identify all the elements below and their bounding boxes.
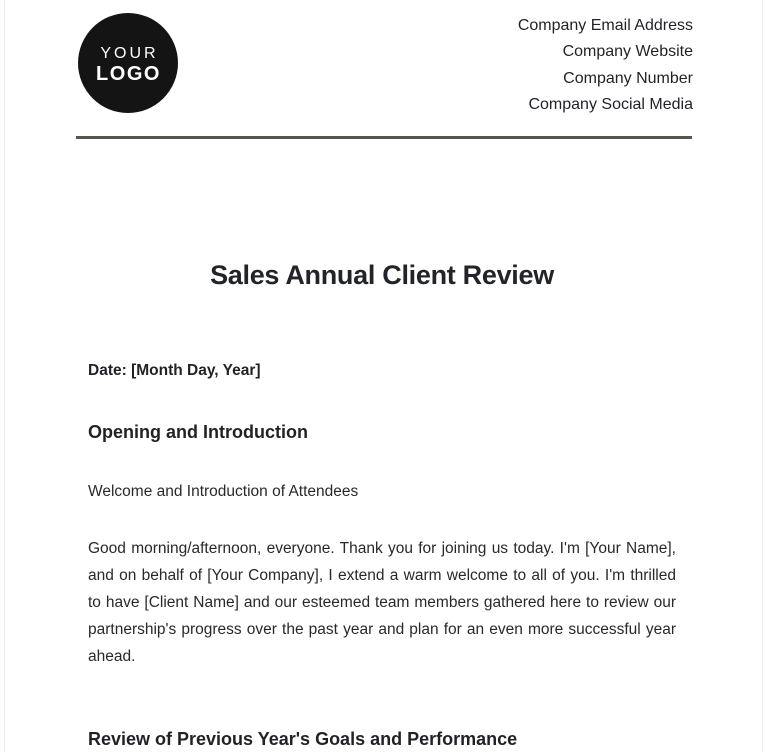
company-contact-info bbox=[518, 13, 693, 119]
header-divider bbox=[76, 136, 692, 139]
logo-text-your: YOUR bbox=[100, 45, 159, 62]
section-paragraph-welcome-message: Good morning/afternoon, everyone. Thank you for joining us today. I'm [Your Name], and on behalf of [Your Company], I extend a warm welcome to all of you. I'm thrilled to have [Client Name] and our esteemed team members gathered here to review our partnership's progress over the past year and plan for an even more successful year ahead. bbox=[88, 540, 676, 665]
contact-line-website: Company Website bbox=[562, 43, 693, 61]
document-title: Sales Annual Client Review bbox=[210, 260, 554, 290]
section-subheading-welcome: Welcome and Introduction of Attendees bbox=[88, 483, 359, 500]
contact-line-number: Company Number bbox=[563, 69, 693, 87]
date-line: Date: [Month Day, Year] bbox=[88, 362, 261, 379]
page-left-edge bbox=[4, 0, 5, 752]
contact-line-email: Company Email Address bbox=[517, 17, 693, 34]
document-header bbox=[0, 0, 768, 113]
contact-line-social: Company Social Media bbox=[528, 96, 693, 114]
page-right-edge bbox=[762, 0, 763, 752]
section-heading-review-previous-year: Review of Previous Year's Goals and Performance bbox=[88, 729, 518, 749]
document-body bbox=[0, 259, 768, 750]
logo-text-logo: LOGO bbox=[96, 63, 161, 85]
company-logo bbox=[78, 13, 178, 113]
section-heading-opening-and-introduction: Opening and Introduction bbox=[88, 422, 308, 442]
